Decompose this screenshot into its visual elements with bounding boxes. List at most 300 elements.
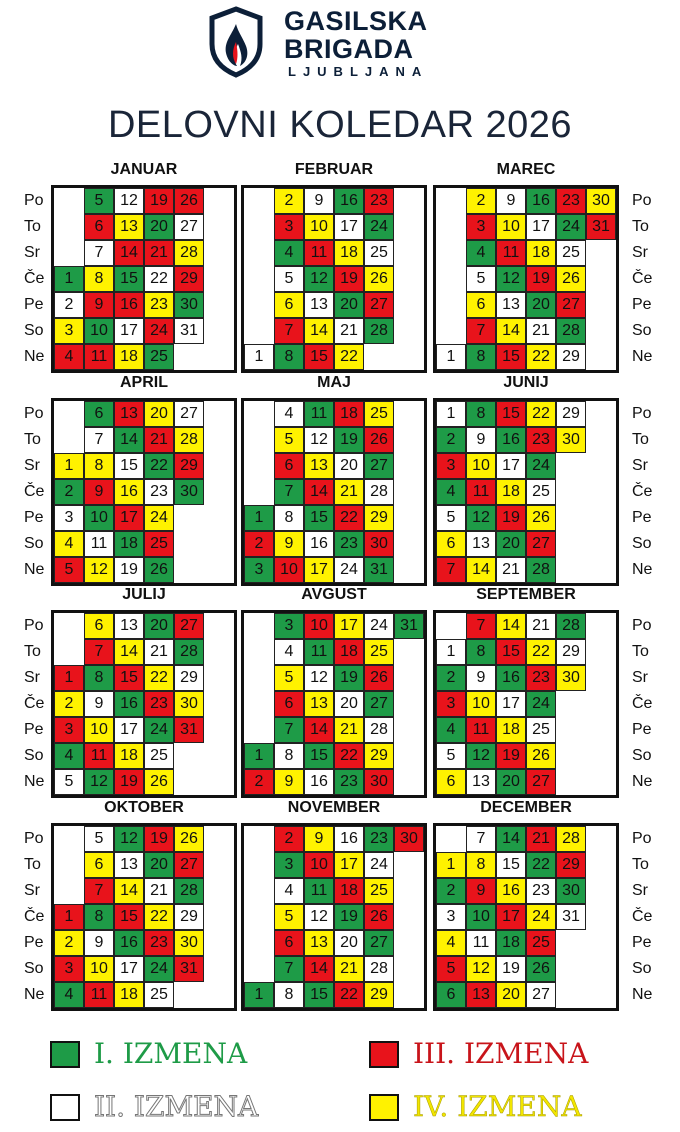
day-cell: 10 — [84, 505, 114, 531]
day-cell: 8 — [84, 266, 114, 292]
day-cell: 19 — [496, 505, 526, 531]
day-cell: 27 — [526, 769, 556, 795]
day-cell: 11 — [304, 401, 334, 427]
day-cell: 20 — [496, 769, 526, 795]
day-label: Pe — [24, 296, 44, 313]
day-cell: 24 — [556, 214, 586, 240]
day-cell: 12 — [84, 769, 114, 795]
day-cell: 15 — [304, 743, 334, 769]
day-cell: 24 — [364, 214, 394, 240]
month-name: DECEMBER — [480, 799, 572, 816]
day-cell: 5 — [54, 557, 84, 583]
month-block — [51, 398, 237, 586]
day-cell: 6 — [84, 214, 114, 240]
day-cell: 4 — [274, 639, 304, 665]
day-cell: 26 — [526, 743, 556, 769]
day-label: Pe — [632, 721, 652, 738]
day-cell: 17 — [496, 691, 526, 717]
day-label: Sr — [632, 669, 648, 686]
day-cell: 3 — [466, 214, 496, 240]
month-block — [241, 398, 427, 586]
month-name: APRIL — [120, 374, 168, 391]
day-cell: 31 — [364, 557, 394, 583]
day-cell: 9 — [466, 427, 496, 453]
day-cell: 21 — [144, 427, 174, 453]
day-cell: 13 — [114, 613, 144, 639]
day-label: Sr — [24, 457, 40, 474]
day-cell: 13 — [496, 292, 526, 318]
day-cell: 28 — [174, 240, 204, 266]
day-cell: 11 — [84, 344, 114, 370]
day-cell: 20 — [334, 292, 364, 318]
day-cell: 7 — [466, 826, 496, 852]
day-cell: 14 — [114, 878, 144, 904]
day-label: Po — [632, 617, 652, 634]
day-label: Če — [632, 908, 653, 925]
day-cell: 16 — [526, 188, 556, 214]
day-cell: 26 — [144, 769, 174, 795]
day-cell: 27 — [174, 613, 204, 639]
month-block — [433, 185, 619, 373]
day-cell: 8 — [84, 665, 114, 691]
day-cell: 24 — [144, 956, 174, 982]
day-cell: 15 — [496, 401, 526, 427]
day-cell: 25 — [526, 479, 556, 505]
day-cell: 29 — [364, 982, 394, 1008]
day-label: Po — [632, 405, 652, 422]
day-cell: 8 — [466, 401, 496, 427]
day-cell: 16 — [334, 188, 364, 214]
day-cell: 21 — [526, 318, 556, 344]
day-cell: 24 — [526, 453, 556, 479]
day-cell: 2 — [436, 665, 466, 691]
day-cell: 1 — [54, 665, 84, 691]
day-cell: 5 — [436, 743, 466, 769]
day-label: Ne — [24, 561, 45, 578]
day-label: Če — [24, 270, 45, 287]
day-cell: 15 — [304, 344, 334, 370]
day-label: To — [632, 643, 649, 660]
day-cell: 30 — [174, 691, 204, 717]
day-label: So — [24, 960, 44, 977]
legend-label: II. IZMENA — [94, 1090, 259, 1123]
day-cell: 4 — [274, 240, 304, 266]
day-cell: 23 — [526, 427, 556, 453]
day-cell: 2 — [436, 427, 466, 453]
day-cell: 4 — [436, 930, 466, 956]
day-cell: 23 — [334, 769, 364, 795]
day-cell: 6 — [274, 930, 304, 956]
day-cell: 30 — [174, 930, 204, 956]
day-cell: 8 — [274, 505, 304, 531]
day-cell: 19 — [144, 826, 174, 852]
day-label: Po — [632, 830, 652, 847]
day-cell: 7 — [466, 318, 496, 344]
day-cell: 16 — [114, 930, 144, 956]
day-cell: 29 — [174, 904, 204, 930]
day-cell: 8 — [466, 344, 496, 370]
day-cell: 9 — [84, 292, 114, 318]
day-cell: 9 — [466, 878, 496, 904]
day-cell: 21 — [334, 318, 364, 344]
day-cell: 3 — [54, 318, 84, 344]
day-cell: 13 — [114, 852, 144, 878]
day-cell: 20 — [496, 982, 526, 1008]
day-label: Pe — [24, 934, 44, 951]
day-cell: 11 — [304, 878, 334, 904]
day-cell: 24 — [144, 505, 174, 531]
day-cell: 7 — [274, 479, 304, 505]
day-label: Če — [24, 695, 45, 712]
day-cell: 26 — [364, 665, 394, 691]
day-cell: 21 — [144, 878, 174, 904]
day-cell: 28 — [364, 956, 394, 982]
day-label: Ne — [632, 348, 653, 365]
day-cell: 8 — [466, 639, 496, 665]
month-block — [51, 823, 237, 1011]
day-cell: 27 — [174, 852, 204, 878]
day-cell: 9 — [274, 769, 304, 795]
day-cell: 25 — [144, 743, 174, 769]
day-cell: 16 — [496, 427, 526, 453]
day-cell: 29 — [174, 665, 204, 691]
day-cell: 3 — [274, 613, 304, 639]
day-cell: 26 — [526, 956, 556, 982]
day-cell: 22 — [526, 639, 556, 665]
day-cell: 13 — [304, 930, 334, 956]
day-cell: 6 — [84, 401, 114, 427]
day-cell: 26 — [526, 505, 556, 531]
day-label: Če — [632, 695, 653, 712]
day-cell: 28 — [364, 318, 394, 344]
day-label: Če — [632, 483, 653, 500]
month-name: NOVEMBER — [287, 799, 381, 816]
day-cell: 16 — [304, 769, 334, 795]
day-label: Ne — [632, 773, 653, 790]
day-cell: 27 — [364, 930, 394, 956]
day-cell: 8 — [466, 852, 496, 878]
day-cell: 29 — [556, 852, 586, 878]
brand-line1: GASILSKA — [284, 6, 428, 36]
day-label: Po — [24, 192, 44, 209]
day-cell: 6 — [274, 453, 304, 479]
legend-swatch — [50, 1041, 80, 1068]
day-cell: 14 — [496, 318, 526, 344]
day-label: Sr — [632, 457, 648, 474]
day-cell: 6 — [84, 613, 114, 639]
day-cell: 18 — [334, 639, 364, 665]
month-name: JULIJ — [122, 586, 166, 603]
day-cell: 20 — [334, 691, 364, 717]
day-label: So — [24, 535, 44, 552]
day-cell: 3 — [436, 691, 466, 717]
day-cell: 16 — [114, 691, 144, 717]
day-cell: 28 — [174, 878, 204, 904]
day-cell: 21 — [526, 826, 556, 852]
day-label: Pe — [632, 509, 652, 526]
month-block — [433, 398, 619, 586]
day-cell: 29 — [174, 266, 204, 292]
day-cell: 20 — [144, 214, 174, 240]
day-cell: 17 — [304, 557, 334, 583]
day-cell: 29 — [556, 344, 586, 370]
day-cell: 26 — [364, 427, 394, 453]
day-cell: 5 — [436, 505, 466, 531]
day-cell: 23 — [144, 691, 174, 717]
day-cell: 17 — [114, 318, 144, 344]
day-cell: 27 — [364, 292, 394, 318]
day-cell: 14 — [114, 427, 144, 453]
day-cell: 29 — [364, 505, 394, 531]
day-cell: 14 — [496, 826, 526, 852]
day-label: Pe — [632, 934, 652, 951]
day-cell: 17 — [526, 214, 556, 240]
day-cell: 26 — [174, 188, 204, 214]
day-cell: 20 — [144, 852, 174, 878]
day-cell: 30 — [174, 479, 204, 505]
day-cell: 14 — [466, 557, 496, 583]
day-cell: 17 — [114, 505, 144, 531]
day-cell: 5 — [466, 266, 496, 292]
day-cell: 31 — [174, 318, 204, 344]
day-cell: 9 — [304, 188, 334, 214]
day-cell: 3 — [54, 505, 84, 531]
day-label: Če — [24, 483, 45, 500]
day-cell: 23 — [144, 479, 174, 505]
day-cell: 1 — [54, 453, 84, 479]
day-cell: 23 — [334, 531, 364, 557]
legend-label: IV. IZMENA — [413, 1090, 582, 1123]
day-cell: 3 — [54, 956, 84, 982]
day-cell: 31 — [174, 717, 204, 743]
day-cell: 23 — [526, 665, 556, 691]
day-cell: 26 — [144, 557, 174, 583]
legend-swatch — [369, 1094, 399, 1121]
day-cell: 15 — [496, 344, 526, 370]
day-cell: 23 — [526, 878, 556, 904]
day-cell: 11 — [304, 240, 334, 266]
day-cell: 1 — [436, 401, 466, 427]
day-cell: 13 — [114, 401, 144, 427]
month-name: SEPTEMBER — [476, 586, 576, 603]
day-cell: 15 — [496, 852, 526, 878]
day-label: To — [24, 431, 41, 448]
day-cell: 9 — [274, 531, 304, 557]
day-cell: 29 — [556, 639, 586, 665]
day-label: So — [24, 747, 44, 764]
day-cell: 30 — [556, 665, 586, 691]
day-cell: 25 — [364, 639, 394, 665]
day-cell: 14 — [304, 956, 334, 982]
day-cell: 11 — [84, 982, 114, 1008]
day-cell: 4 — [54, 531, 84, 557]
day-cell: 1 — [244, 505, 274, 531]
day-cell: 6 — [84, 852, 114, 878]
day-cell: 2 — [244, 531, 274, 557]
day-label: To — [24, 856, 41, 873]
day-cell: 25 — [364, 240, 394, 266]
day-cell: 30 — [364, 769, 394, 795]
day-cell: 22 — [334, 982, 364, 1008]
day-label: So — [632, 960, 652, 977]
day-label: Če — [24, 908, 45, 925]
day-cell: 13 — [304, 292, 334, 318]
day-cell: 16 — [304, 531, 334, 557]
day-cell: 23 — [364, 826, 394, 852]
day-label: Ne — [632, 986, 653, 1003]
day-cell: 3 — [244, 557, 274, 583]
day-cell: 24 — [144, 717, 174, 743]
day-cell: 16 — [114, 292, 144, 318]
day-cell: 24 — [364, 852, 394, 878]
day-cell: 3 — [274, 852, 304, 878]
day-cell: 5 — [436, 956, 466, 982]
day-cell: 6 — [274, 691, 304, 717]
day-cell: 28 — [556, 826, 586, 852]
month-name: MAREC — [496, 161, 556, 178]
day-cell: 17 — [496, 453, 526, 479]
day-cell: 25 — [526, 930, 556, 956]
legend-swatch — [50, 1094, 80, 1121]
day-cell: 31 — [556, 904, 586, 930]
day-cell: 11 — [496, 240, 526, 266]
day-cell: 19 — [526, 266, 556, 292]
day-cell: 12 — [304, 427, 334, 453]
day-label: Ne — [24, 773, 45, 790]
day-cell: 16 — [334, 826, 364, 852]
day-cell: 22 — [144, 266, 174, 292]
month-name: AVGUST — [301, 586, 367, 603]
day-cell: 18 — [334, 240, 364, 266]
day-cell: 25 — [144, 982, 174, 1008]
day-cell: 19 — [334, 427, 364, 453]
day-label: So — [632, 747, 652, 764]
day-cell: 17 — [334, 852, 364, 878]
day-cell: 22 — [334, 743, 364, 769]
day-cell: 27 — [526, 982, 556, 1008]
day-cell: 22 — [526, 401, 556, 427]
day-cell: 24 — [364, 613, 394, 639]
day-cell: 4 — [274, 401, 304, 427]
day-cell: 19 — [114, 557, 144, 583]
day-cell: 14 — [496, 613, 526, 639]
day-cell: 1 — [244, 344, 274, 370]
day-cell: 10 — [304, 852, 334, 878]
day-label: Pe — [24, 721, 44, 738]
day-cell: 3 — [436, 453, 466, 479]
day-cell: 16 — [496, 878, 526, 904]
day-cell: 28 — [556, 318, 586, 344]
day-cell: 18 — [114, 743, 144, 769]
day-cell: 3 — [54, 717, 84, 743]
day-cell: 2 — [54, 930, 84, 956]
day-cell: 21 — [144, 639, 174, 665]
day-cell: 27 — [556, 292, 586, 318]
day-cell: 14 — [114, 639, 144, 665]
day-cell: 8 — [274, 982, 304, 1008]
day-label: Sr — [24, 882, 40, 899]
day-cell: 9 — [84, 930, 114, 956]
day-cell: 19 — [496, 743, 526, 769]
day-cell: 1 — [54, 266, 84, 292]
day-cell: 22 — [144, 453, 174, 479]
day-cell: 21 — [496, 557, 526, 583]
day-cell: 17 — [114, 956, 144, 982]
day-cell: 16 — [496, 665, 526, 691]
day-cell: 20 — [334, 453, 364, 479]
day-cell: 2 — [466, 188, 496, 214]
day-cell: 14 — [304, 717, 334, 743]
day-label: Sr — [24, 669, 40, 686]
day-cell: 7 — [84, 639, 114, 665]
day-cell: 18 — [496, 479, 526, 505]
day-cell: 4 — [274, 878, 304, 904]
month-block — [51, 185, 237, 373]
month-name: JUNIJ — [503, 374, 549, 391]
day-cell: 20 — [334, 930, 364, 956]
day-cell: 7 — [274, 318, 304, 344]
day-cell: 27 — [364, 691, 394, 717]
day-cell: 26 — [556, 266, 586, 292]
day-cell: 3 — [436, 904, 466, 930]
day-cell: 11 — [304, 639, 334, 665]
day-cell: 27 — [526, 531, 556, 557]
day-cell: 21 — [334, 479, 364, 505]
legend-swatch — [369, 1041, 399, 1068]
day-cell: 15 — [304, 505, 334, 531]
day-cell: 19 — [334, 266, 364, 292]
day-cell: 17 — [334, 214, 364, 240]
day-cell: 22 — [526, 852, 556, 878]
day-cell: 25 — [364, 878, 394, 904]
day-cell: 10 — [304, 613, 334, 639]
day-cell: 12 — [466, 743, 496, 769]
day-cell: 31 — [586, 214, 616, 240]
day-cell: 6 — [436, 531, 466, 557]
day-cell: 21 — [334, 717, 364, 743]
day-cell: 11 — [84, 743, 114, 769]
day-cell: 21 — [526, 613, 556, 639]
day-cell: 9 — [84, 479, 114, 505]
brand-line2: BRIGADA — [284, 34, 414, 64]
day-cell: 10 — [84, 318, 114, 344]
day-cell: 12 — [466, 505, 496, 531]
day-cell: 9 — [304, 826, 334, 852]
day-cell: 6 — [466, 292, 496, 318]
day-cell: 5 — [274, 266, 304, 292]
day-label: So — [632, 322, 652, 339]
legend-label: III. IZMENA — [413, 1037, 589, 1070]
day-cell: 25 — [526, 717, 556, 743]
day-cell: 22 — [144, 904, 174, 930]
day-cell: 17 — [496, 904, 526, 930]
day-cell: 27 — [174, 401, 204, 427]
day-label: Sr — [24, 244, 40, 261]
day-cell: 4 — [436, 717, 466, 743]
month-name: MAJ — [317, 374, 351, 391]
brand-line3: LJUBLJANA — [288, 64, 429, 79]
day-cell: 25 — [556, 240, 586, 266]
month-name: FEBRUAR — [294, 161, 374, 178]
page-title: DELOVNI KOLEDAR 2026 — [107, 104, 573, 146]
day-cell: 7 — [274, 956, 304, 982]
day-label: So — [24, 322, 44, 339]
day-cell: 3 — [274, 214, 304, 240]
day-cell: 19 — [334, 904, 364, 930]
day-cell: 12 — [84, 557, 114, 583]
day-cell: 15 — [114, 904, 144, 930]
day-cell: 8 — [84, 904, 114, 930]
